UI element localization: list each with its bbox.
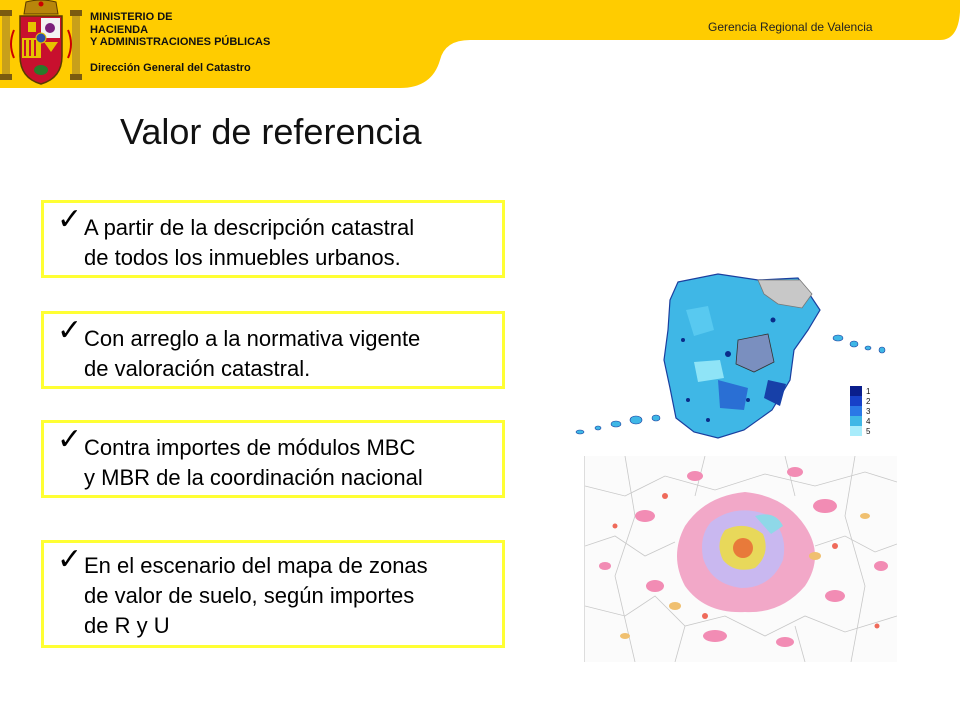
bullet-4-line-3: de R y U bbox=[84, 613, 170, 638]
checkmark-icon: ✓ bbox=[57, 202, 83, 237]
legend-label-4: 4 bbox=[866, 417, 871, 426]
slide-title: Valor de referencia bbox=[120, 111, 422, 152]
directorate-name: Dirección General del Catastro bbox=[90, 62, 251, 74]
legend-label-1: 1 bbox=[866, 387, 871, 396]
ministry-line-3: Y ADMINISTRACIONES PÚBLICAS bbox=[90, 36, 271, 48]
bullet-box-2 bbox=[41, 311, 505, 389]
map-legend bbox=[850, 386, 871, 436]
bullet-3-line-1: Contra importes de módulos MBC bbox=[84, 435, 416, 460]
checkmark-icon: ✓ bbox=[57, 542, 83, 577]
ministry-line-2: HACIENDA bbox=[90, 23, 149, 36]
regional-office-label: Gerencia Regional de Valencia bbox=[708, 20, 873, 34]
bullet-2-line-2: de valoración catastral. bbox=[84, 356, 311, 381]
checkmark-icon: ✓ bbox=[57, 422, 83, 457]
bullet-3-line-2: y MBR de la coordinación nacional bbox=[84, 465, 423, 490]
legend-label-3: 3 bbox=[866, 407, 871, 416]
madrid-zone-map bbox=[584, 456, 897, 662]
bullet-2-line-1: Con arreglo a la normativa vigente bbox=[84, 326, 421, 351]
bullet-4-line-2: de valor de suelo, según importes bbox=[84, 583, 415, 608]
bullet-4-line-1: En el escenario del mapa de zonas bbox=[84, 553, 428, 578]
bullet-box-4 bbox=[41, 540, 505, 648]
bullet-box-1 bbox=[41, 200, 505, 278]
checkmark-icon: ✓ bbox=[57, 313, 83, 348]
ministry-line-1: MINISTERIO DE bbox=[90, 11, 173, 23]
coat-of-arms-logo bbox=[0, 0, 82, 86]
bullet-box-3 bbox=[41, 420, 505, 498]
spain-value-zone-map bbox=[568, 270, 898, 450]
ministry-name bbox=[90, 11, 270, 49]
legend-label-5: 5 bbox=[866, 427, 871, 436]
bullet-1-line-1: A partir de la descripción catastral bbox=[84, 215, 415, 240]
legend-label-2: 2 bbox=[866, 397, 871, 406]
bullet-1-line-2: de todos los inmuebles urbanos. bbox=[84, 245, 401, 270]
